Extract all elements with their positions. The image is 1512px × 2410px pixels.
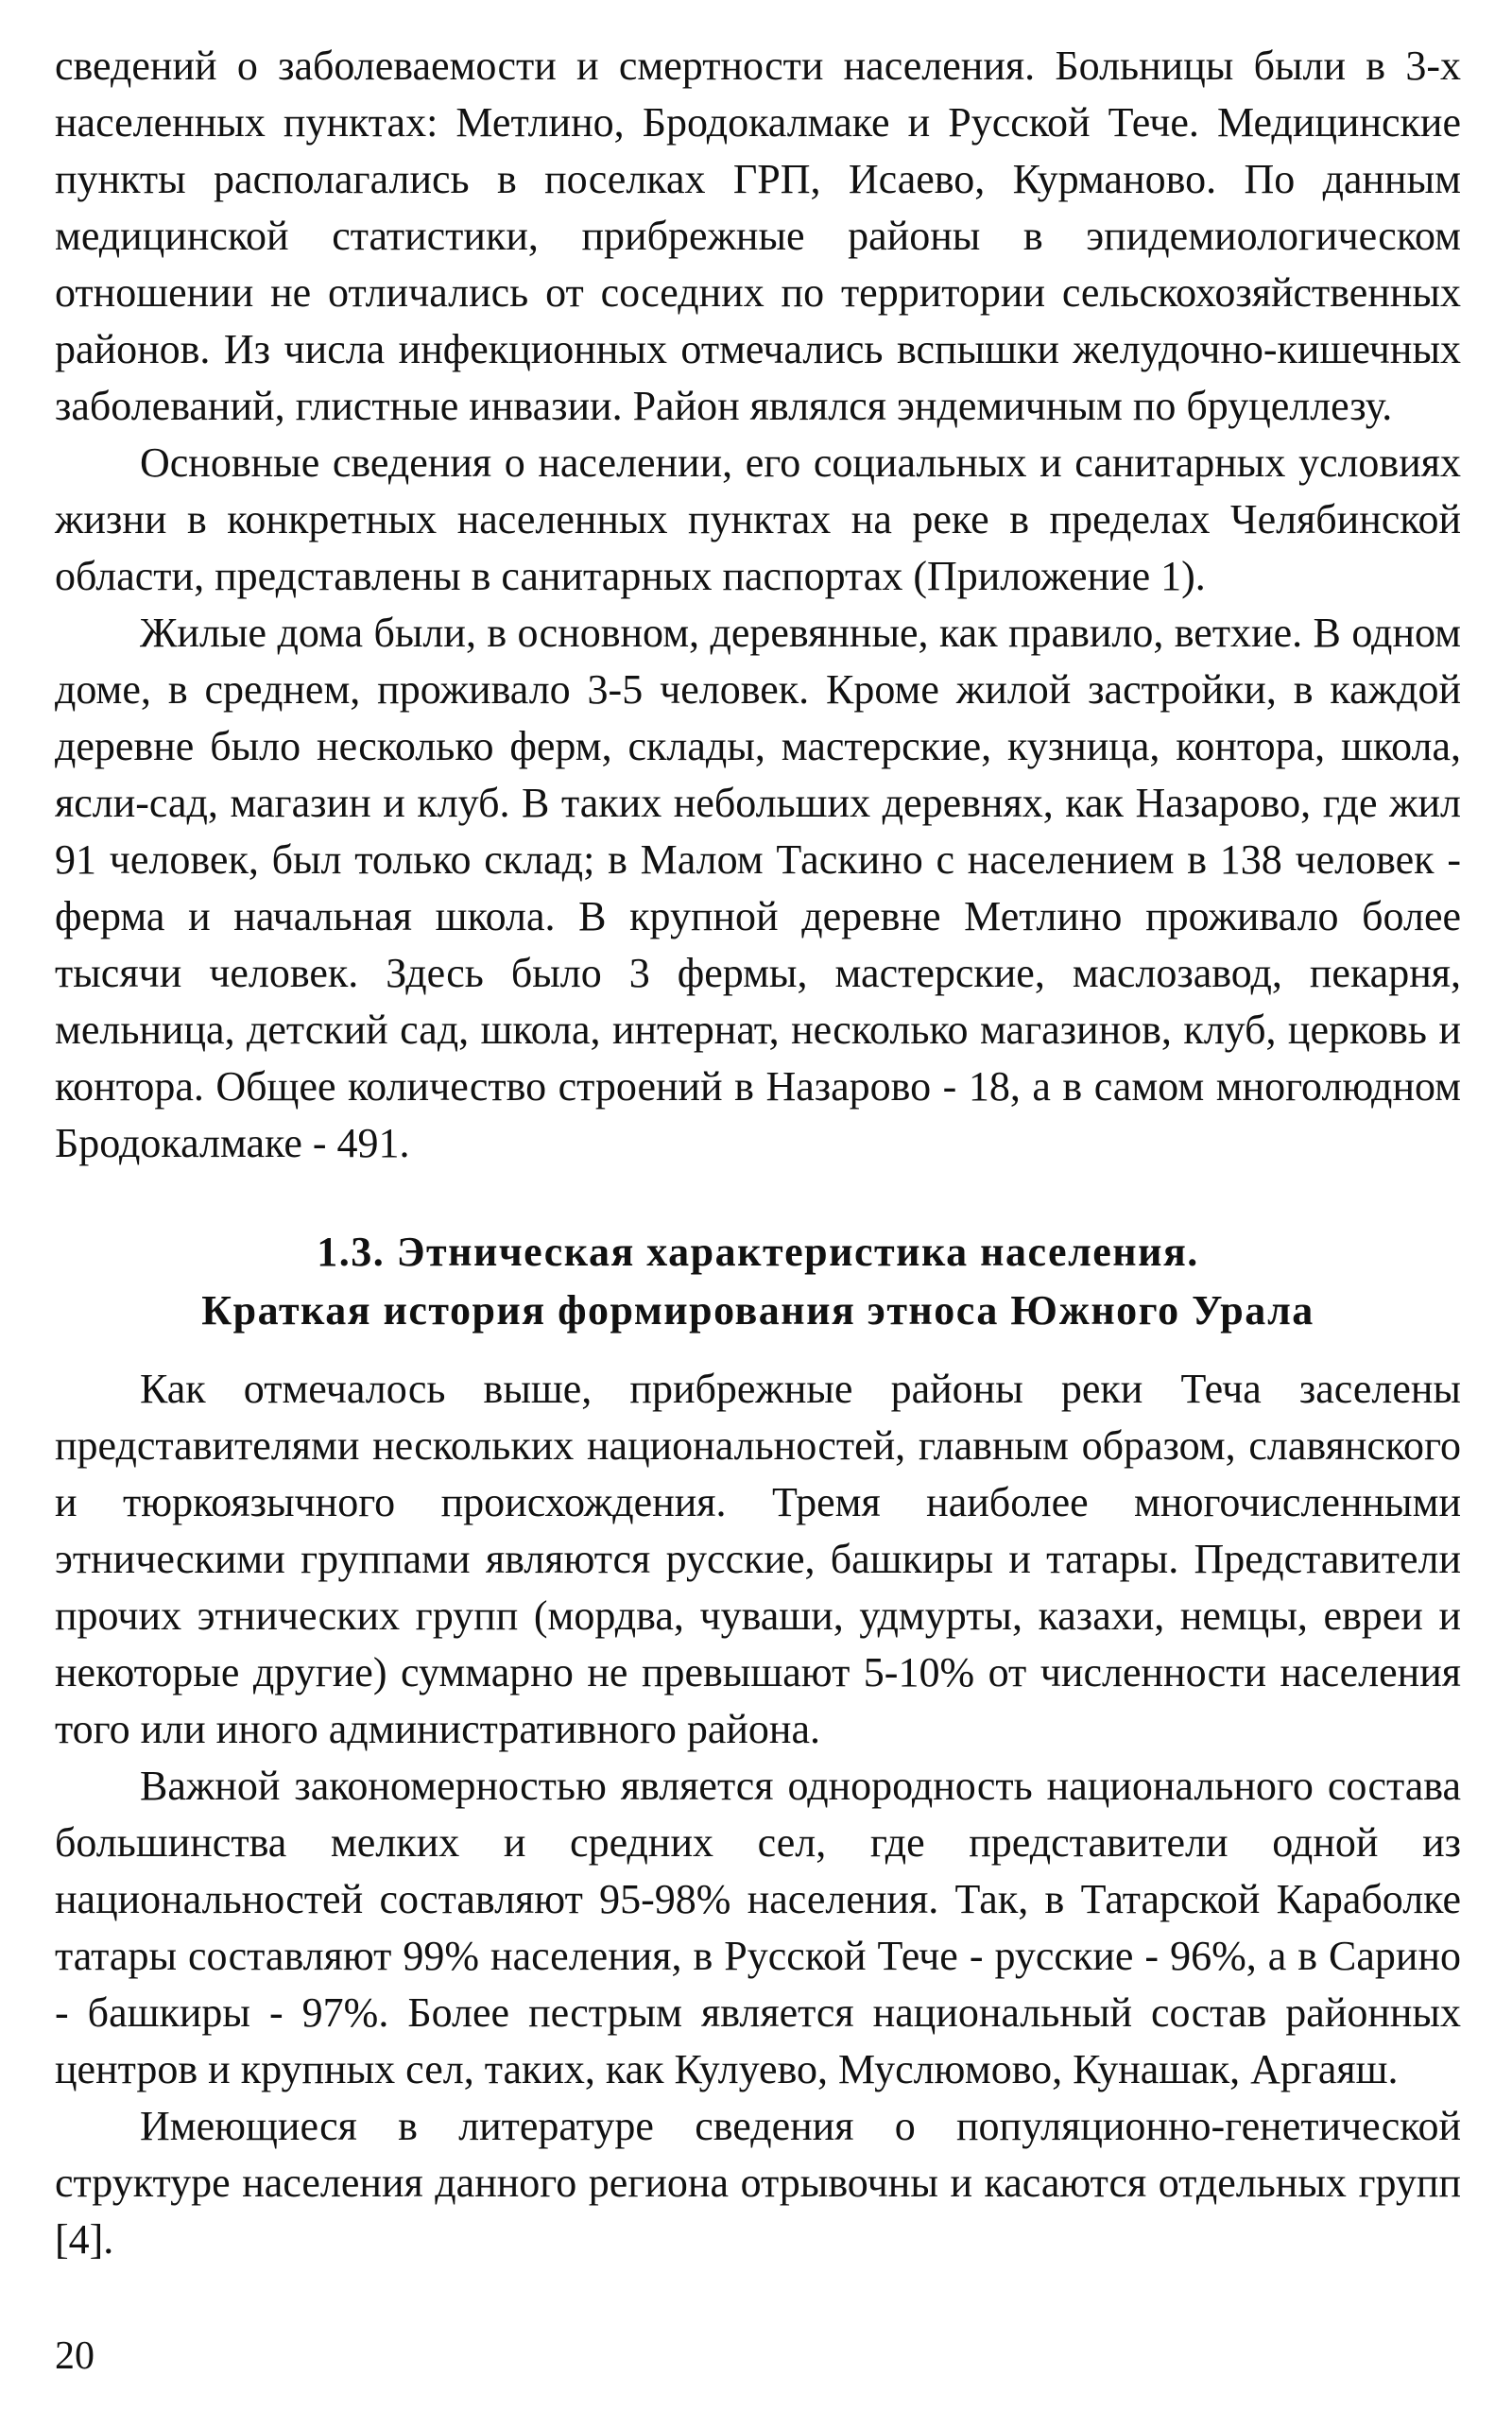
paragraph-sanitary-passports: Основные сведения о населении, его социальных и санитарных условиях жизни в конкретных населенных пунктах на реке в пределах Челябинской области, представлены в санитарных паспортах (Приложение 1). bbox=[55, 439, 1461, 599]
paragraph-housing: Жилые дома были, в основном, деревянные, как правило, ветхие. В одном доме, в среднем, проживало 3-5 человек. Кроме жилой застройки, в каждой деревне было несколько ферм, склады, мастерские, кузница, контора, школа, ясли-сад, магазин и клуб. В таких небольших деревнях, как Назарово, где жил 91 человек, был только склад; в Малом Таскино с населением в 138 человек - ферма и начальная школа. В крупной деревне Метлино проживало более тысячи человек. Здесь было 3 фермы, мастерские, маслозавод, пекарня, мельница, детский сад, школа, интернат, несколько магазинов, клуб, церковь и контора. Общее количество строений в Назарово - 18, а в самом многолюдном Бродокалмаке - 491. bbox=[55, 610, 1461, 1166]
paragraph-literature: Имеющиеся в литературе сведения о популяционно-генетической структуре населения данного региона отрывочны и касаются отдельных групп [4]. bbox=[55, 2103, 1461, 2263]
section-heading-line-2: Краткая история формирования этноса Южного Урала bbox=[201, 1287, 1314, 1334]
page-number: 20 bbox=[55, 2334, 94, 2378]
paragraph-homogeneity: Важной закономерностью является однородность национального состава большинства мелких и средних сел, где представители одной из национальностей составляют 95-98% населения. Так, в Татарской Караболке татары составляют 99% населения, в Русской Тече - русские - 96%, а в Сарино - башкиры - 97%. Более пестрым является национальный состав районных центров и крупных сел, таких, как Кулуево, Муслюмово, Кунашак, Аргаяш. bbox=[55, 1763, 1461, 2092]
paragraph-morbidity: сведений о заболеваемости и смертности населения. Больницы были в 3-х населенных пунктах: Метлино, Бродокалмаке и Русской Тече. Медицинские пункты располагались в поселках ГРП, Исаево, Курманово. По данным медицинской статистики, прибрежные районы в эпидемиологическом отношении не отличались от соседних по территории сельскохозяйственных районов. Из числа инфекционных отмечались вспышки желудочно-кишечных заболеваний, глистные инвазии. Район являлся эндемичным по бруцеллезу. bbox=[55, 43, 1461, 429]
paragraph-ethnic-groups: Как отмечалось выше, прибрежные районы реки Теча заселены представителями нескольких национальностей, главным образом, славянского и тюркоязычного происхождения. Тремя наиболее многочисленными этническими группами являются русские, башкиры и татары. Представители прочих этнических групп (мордва, чуваши, удмурты, казахи, немцы, евреи и некоторые другие) суммарно не превышают 5-10% от численности населения того или иного административного района. bbox=[55, 1366, 1461, 1752]
section-heading-line-1: 1.3. Этническая характеристика населения. bbox=[317, 1229, 1199, 1275]
section-heading bbox=[55, 1172, 1461, 1361]
book-page bbox=[55, 38, 1461, 2363]
